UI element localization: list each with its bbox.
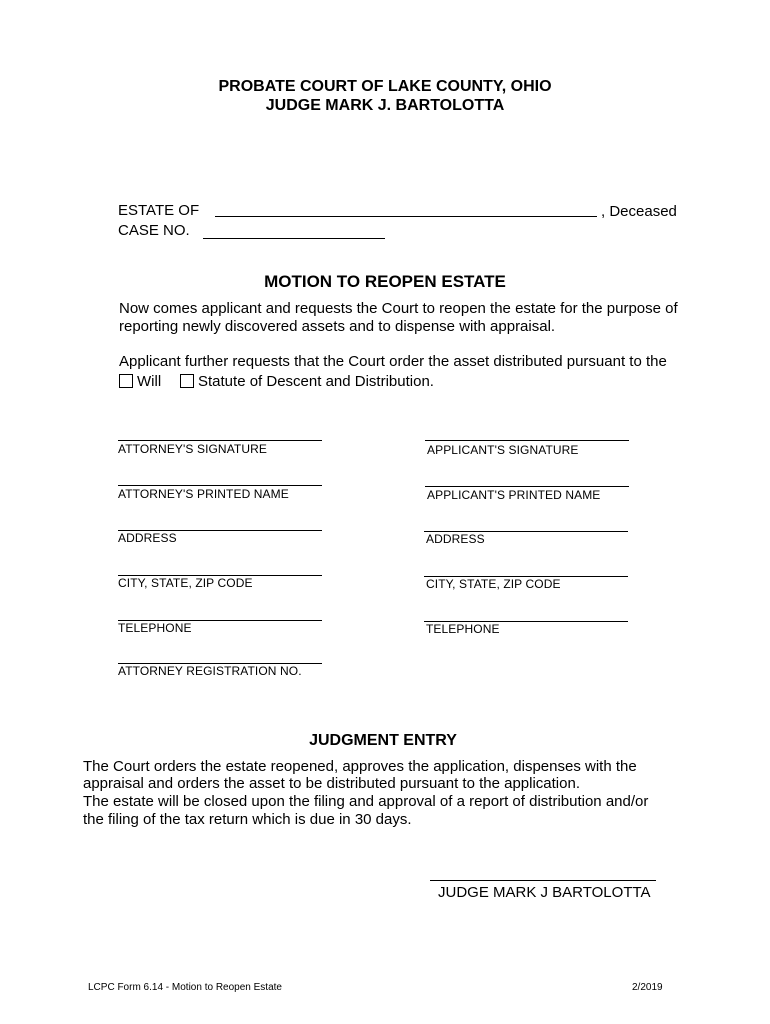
judge-name: JUDGE MARK J. BARTOLOTTA xyxy=(265,97,505,114)
estate-name-field[interactable] xyxy=(215,216,597,217)
motion-title: MOTION TO REOPEN ESTATE xyxy=(264,272,506,291)
deceased-label: , Deceased xyxy=(601,203,677,220)
applicant-city-label: CITY, STATE, ZIP CODE xyxy=(426,577,561,591)
attorney-printed-name-line[interactable] xyxy=(118,485,322,486)
estate-of-label: ESTATE OF xyxy=(118,202,200,219)
will-checkbox[interactable] xyxy=(119,374,133,388)
applicant-printed-name-line[interactable] xyxy=(425,486,629,487)
applicant-signature-label: APPLICANT'S SIGNATURE xyxy=(427,443,579,457)
attorney-address-label: ADDRESS xyxy=(118,531,177,545)
attorney-registration-label: ATTORNEY REGISTRATION NO. xyxy=(118,664,302,678)
attorney-telephone-label: TELEPHONE xyxy=(118,621,192,635)
judge-signature-label: JUDGE MARK J BARTOLOTTA xyxy=(438,884,651,901)
case-no-field[interactable] xyxy=(203,238,385,239)
option-statute xyxy=(180,373,434,390)
motion-paragraph-1-line-1: Now comes applicant and requests the Court to reopen the estate for the purpose of xyxy=(119,300,678,317)
applicant-telephone-label: TELEPHONE xyxy=(426,622,500,636)
will-label: Will xyxy=(137,373,162,390)
judgment-line-4: the filing of the tax return which is due in 30 days. xyxy=(83,811,412,828)
judgment-line-3: The estate will be closed upon the filing and approval of a report of distribution and/or xyxy=(83,793,649,810)
attorney-printed-name-label: ATTORNEY'S PRINTED NAME xyxy=(118,487,289,501)
judgment-title: JUDGMENT ENTRY xyxy=(309,732,457,749)
applicant-address-label: ADDRESS xyxy=(426,532,485,546)
footer-date: 2/2019 xyxy=(632,982,663,993)
attorney-city-label: CITY, STATE, ZIP CODE xyxy=(118,576,253,590)
judge-signature-line[interactable] xyxy=(430,880,656,881)
statute-label: Statute of Descent and Distribution. xyxy=(198,373,434,390)
applicant-signature-line[interactable] xyxy=(425,440,629,441)
option-will xyxy=(119,373,161,390)
case-no-label: CASE NO. xyxy=(118,222,190,239)
motion-paragraph-2: Applicant further requests that the Court order the asset distributed pursuant to the xyxy=(119,353,667,370)
judgment-line-1: The Court orders the estate reopened, approves the application, dispenses with the xyxy=(83,758,637,775)
court-name: PROBATE COURT OF LAKE COUNTY, OHIO xyxy=(218,78,552,95)
applicant-printed-name-label: APPLICANT'S PRINTED NAME xyxy=(427,488,601,502)
attorney-signature-line[interactable] xyxy=(118,440,322,441)
motion-paragraph-1-line-2: reporting newly discovered assets and to dispense with appraisal. xyxy=(119,318,556,335)
judgment-line-2: appraisal and orders the asset to be distributed pursuant to the application. xyxy=(83,775,580,792)
footer-form-name: LCPC Form 6.14 - Motion to Reopen Estate xyxy=(88,982,282,993)
attorney-signature-label: ATTORNEY'S SIGNATURE xyxy=(118,442,267,456)
statute-checkbox[interactable] xyxy=(180,374,194,388)
